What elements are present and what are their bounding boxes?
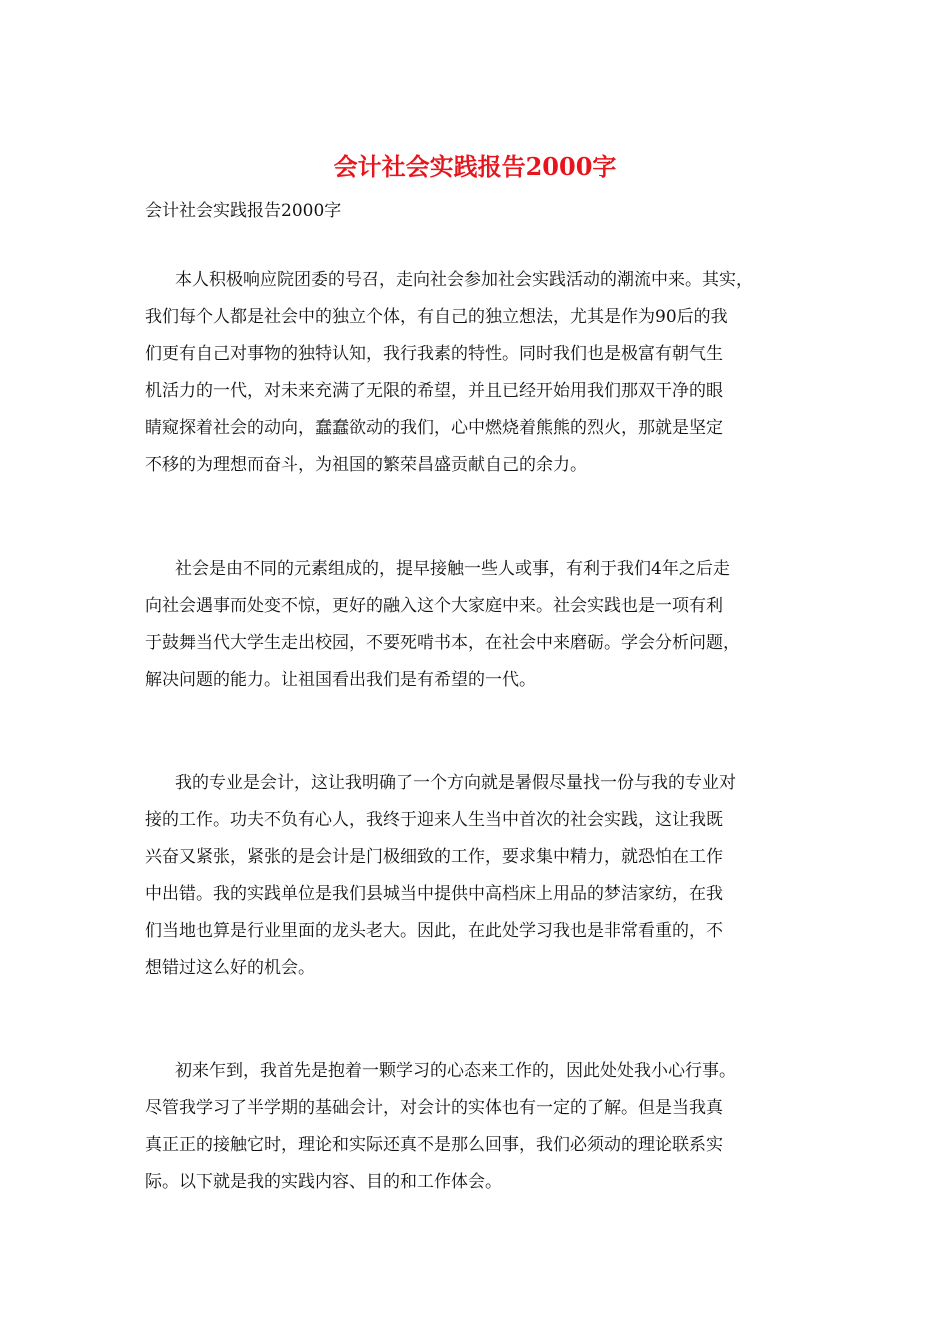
paragraph-line: 初来乍到，我首先是抱着一颗学习的心态来工作的，因此处处我小心行事。: [175, 1061, 736, 1081]
paragraph-line: 社会是由不同的元素组成的，提早接触一些人或事，有利于我们4年之后走: [175, 559, 730, 579]
paragraph-3: [145, 765, 815, 987]
paragraph-line: 中出错。我的实践单位是我们县城当中提供中高档床上用品的梦洁家纺，在我: [145, 884, 723, 904]
paragraph-line: 本人积极响应院团委的号召，走向社会参加社会实践活动的潮流中来。其实，: [175, 270, 753, 290]
document-title: 会计社会实践报告2000字: [333, 152, 617, 181]
paragraph-line: 解决问题的能力。让祖国看出我们是有希望的一代。: [145, 670, 536, 690]
paragraph-line: 睛窥探着社会的动向，蠢蠢欲动的我们，心中燃烧着熊熊的烈火，那就是坚定: [145, 418, 723, 438]
paragraph-4: [145, 1053, 815, 1201]
paragraph-line: 我的专业是会计，这让我明确了一个方向就是暑假尽量找一份与我的专业对: [175, 773, 736, 793]
paragraph-line: 我们每个人都是社会中的独立个体，有自己的独立想法，尤其是作为90后的我: [145, 307, 728, 327]
paragraph-line: 际。以下就是我的实践内容、目的和工作体会。: [145, 1172, 502, 1192]
paragraph-line: 向社会遇事而处变不惊，更好的融入这个大家庭中来。社会实践也是一项有利: [145, 596, 723, 616]
paragraph-line: 接的工作。功夫不负有心人，我终于迎来人生当中首次的社会实践，这让我既: [145, 810, 723, 830]
paragraph-2: [145, 551, 815, 699]
document-subtitle: 会计社会实践报告2000字: [145, 201, 342, 221]
paragraph-line: 不移的为理想而奋斗，为祖国的繁荣昌盛贡献自己的余力。: [145, 455, 587, 475]
paragraph-line: 尽管我学习了半学期的基础会计，对会计的实体也有一定的了解。但是当我真: [145, 1098, 723, 1118]
paragraph-line: 兴奋又紧张，紧张的是会计是门极细致的工作，要求集中精力，就恐怕在工作: [145, 847, 723, 867]
paragraph-line: 们当地也算是行业里面的龙头老大。因此，在此处学习我也是非常看重的，不: [145, 921, 723, 941]
paragraph-line: 真正正的接触它时，理论和实际还真不是那么回事，我们必须动的理论联系实: [145, 1135, 723, 1155]
paragraph-line: 想错过这么好的机会。: [145, 958, 315, 978]
paragraph-line: 机活力的一代，对未来充满了无限的希望，并且已经开始用我们那双干净的眼: [145, 381, 723, 401]
paragraph-1: [145, 262, 815, 484]
paragraph-line: 们更有自己对事物的独特认知，我行我素的特性。同时我们也是极富有朝气生: [145, 344, 723, 364]
paragraph-line: 于鼓舞当代大学生走出校园，不要死啃书本，在社会中来磨砺。学会分析问题，: [145, 633, 740, 653]
